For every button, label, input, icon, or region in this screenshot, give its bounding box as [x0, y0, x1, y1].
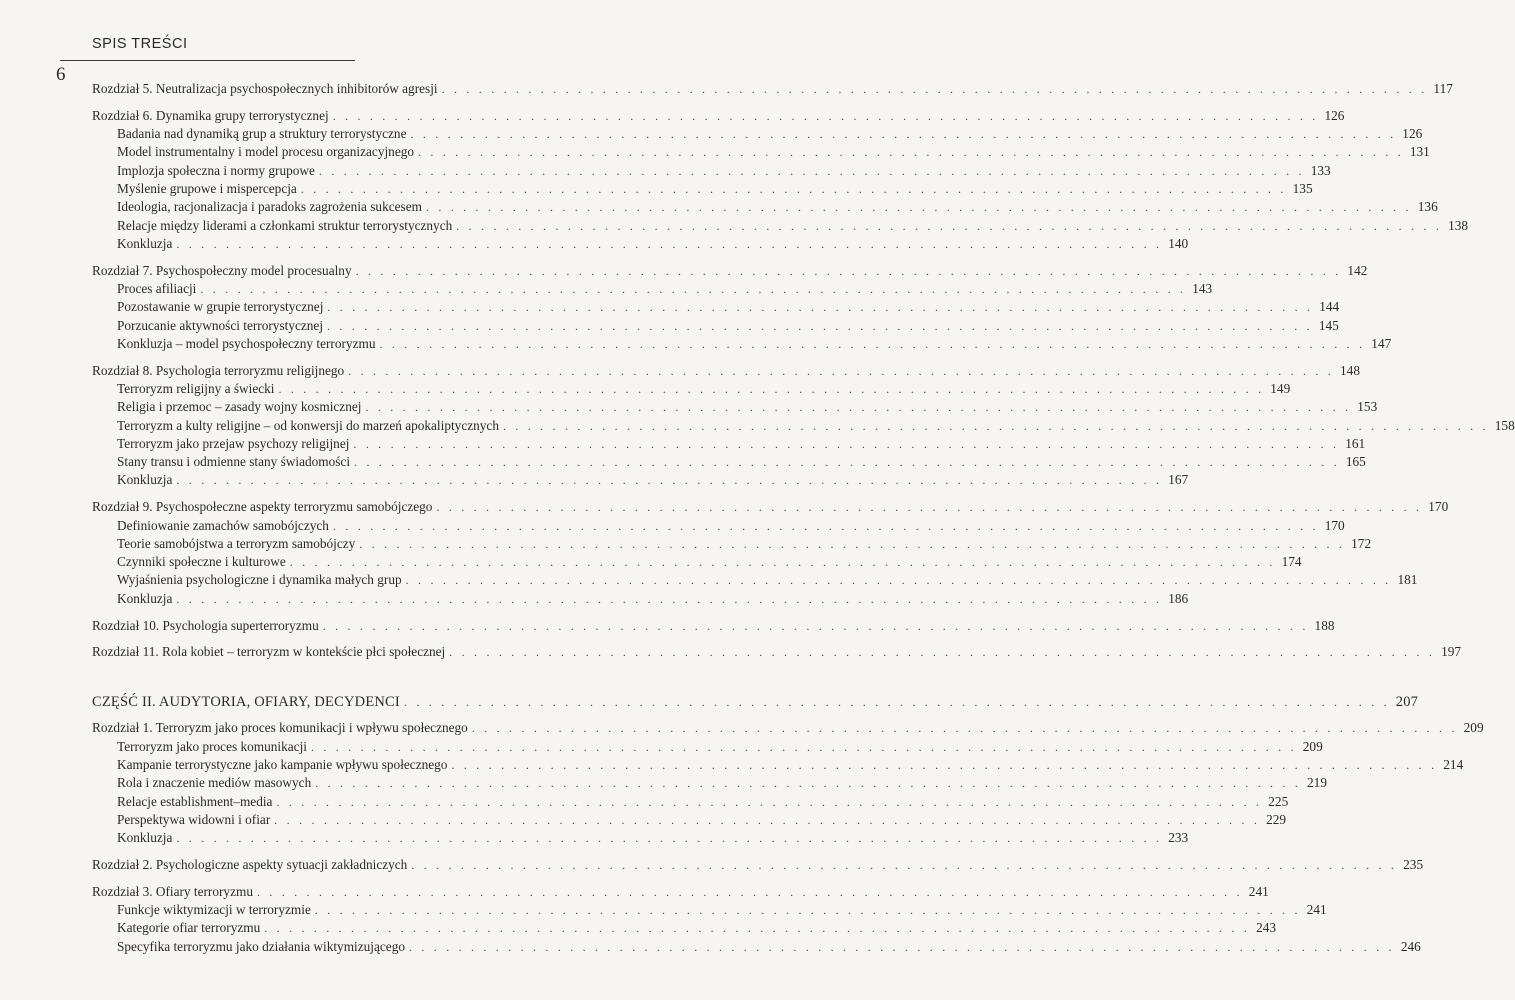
- toc-entry-page: 209: [1302, 738, 1323, 754]
- toc-entry-title: Wyjaśnienia psychologiczne i dynamika małych grup: [117, 572, 402, 588]
- toc-entry-page: 133: [1310, 162, 1331, 178]
- toc-entry-title: Specyfika terroryzmu jako działania wiktymizującego: [117, 938, 405, 954]
- toc-entry-title: Rozdział 7. Psychospołeczny model procesualny: [92, 262, 352, 278]
- toc-entry-title: Relacje establishment–media: [117, 793, 273, 809]
- toc-chapter-entry[interactable]: [92, 498, 1449, 516]
- toc-entry-title: Relacje między liderami a członkami struktur terrorystycznych: [117, 217, 453, 233]
- toc-entry-page: 229: [1266, 811, 1287, 827]
- toc-chapter-entry[interactable]: [92, 107, 1345, 125]
- dot-leader: . . . . . . . . . . . . . . . . . . . . . . . . . . . . . . . . . . . . . . . . . . . . . . . . . . . . . . . . . . . . . . . . . . . . . . . . . . . . . . . .: [327, 300, 1314, 315]
- dot-leader: . . . . . . . . . . . . . . . . . . . . . . . . . . . . . . . . . . . . . . . . . . . . . . . . . . . . . . . . . . . . . . . . . . . . . . . . . . . . . . . .: [200, 281, 1187, 296]
- dot-leader: . . . . . . . . . . . . . . . . . . . . . . . . . . . . . . . . . . . . . . . . . . . . . . . . . . . . . . . . . . . . . . . . . . . . . . . . . . . . . . . .: [353, 436, 1340, 451]
- toc-entry-title: Religia i przemoc – zasady wojny kosmicznej: [117, 399, 362, 415]
- dot-leader: . . . . . . . . . . . . . . . . . . . . . . . . . . . . . . . . . . . . . . . . . . . . . . . . . . . . . . . . . . . . . . . . . . . . . . . . . . . . . . . .: [436, 500, 1423, 515]
- toc-entry-page: 172: [1351, 535, 1372, 551]
- toc-entry-title: Terroryzm jako przejaw psychozy religijnej: [117, 435, 350, 451]
- dot-leader: . . . . . . . . . . . . . . . . . . . . . . . . . . . . . . . . . . . . . . . . . . . . . . . . . . . . . . . . . . . . . . . . . . . . . . . . . . . . . . . .: [403, 694, 1390, 709]
- dot-leader: . . . . . . . . . . . . . . . . . . . . . . . . . . . . . . . . . . . . . . . . . . . . . . . . . . . . . . . . . . . . . . . . . . . . . . . . . . . . . . . .: [315, 776, 1302, 791]
- dot-leader: . . . . . . . . . . . . . . . . . . . . . . . . . . . . . . . . . . . . . . . . . . . . . . . . . . . . . . . . . . . . . . . . . . . . . . . . . . . . . . . .: [327, 318, 1313, 333]
- toc-entry-title: Model instrumentalny i model procesu organizacyjnego: [117, 144, 415, 160]
- toc-section-entry[interactable]: [92, 198, 1438, 216]
- toc-entry-page: 207: [1395, 693, 1419, 710]
- dot-leader: . . . . . . . . . . . . . . . . . . . . . . . . . . . . . . . . . . . . . . . . . . . . . . . . . . . . . . . . . . . . . . . . . . . . . . . . . . . . . . . .: [300, 181, 1287, 196]
- dot-leader: . . . . . . . . . . . . . . . . . . . . . . . . . . . . . . . . . . . . . . . . . . . . . . . . . . . . . . . . . . . . . . . . . . . . . . . . . . . . . . . .: [256, 884, 1243, 899]
- running-header-title: SPIS TREŚCI: [92, 36, 188, 52]
- dot-leader: . . . . . . . . . . . . . . . . . . . . . . . . . . . . . . . . . . . . . . . . . . . . . . . . . . . . . . . . . . . . . . . . . . . . . . . . . . . . . . . .: [405, 573, 1392, 588]
- toc-section-entry[interactable]: [92, 738, 1323, 756]
- toc-entry-page: 144: [1319, 299, 1340, 315]
- toc-section-entry[interactable]: [92, 417, 1515, 435]
- toc-entry-page: 167: [1168, 472, 1189, 488]
- dot-leader: . . . . . . . . . . . . . . . . . . . . . . . . . . . . . . . . . . . . . . . . . . . . . . . . . . . . . . . . . . . . . . . . . . . . . . . . . . . . . . . .: [264, 921, 1251, 936]
- toc-entry-title: Terroryzm a kulty religijne – od konwersji do marzeń apokaliptycznych: [117, 417, 499, 433]
- toc-section-entry[interactable]: [92, 125, 1423, 143]
- toc-entry-title: Stany transu i odmienne stany świadomości: [117, 454, 351, 470]
- dot-leader: . . . . . . . . . . . . . . . . . . . . . . . . . . . . . . . . . . . . . . . . . . . . . . . . . . . . . . . . . . . . . . . . . . . . . . . . . . . . . . . .: [409, 939, 1395, 954]
- toc-entry-page: 117: [1433, 81, 1453, 96]
- toc-entry-page: 170: [1324, 517, 1345, 533]
- toc-chapter-entry[interactable]: [92, 643, 1462, 661]
- toc-entry-page: 147: [1371, 335, 1392, 351]
- dot-leader: . . . . . . . . . . . . . . . . . . . . . . . . . . . . . . . . . . . . . . . . . . . . . . . . . . . . . . . . . . . . . . . . . . . . . . . . . . . . . . . .: [354, 455, 1340, 470]
- chapter-gap: [92, 353, 631, 362]
- toc-entry-title: Rozdział 1. Terroryzm jako proces komunikacji i wpływu społecznego: [92, 720, 468, 736]
- dot-leader: . . . . . . . . . . . . . . . . . . . . . . . . . . . . . . . . . . . . . . . . . . . . . . . . . . . . . . . . . . . . . . . . . . . . . . . . . . . . . . . .: [318, 163, 1305, 178]
- toc-entry-title: Implozja społeczna i normy grupowe: [117, 162, 315, 178]
- part-gap: [92, 662, 631, 693]
- toc-entry-title: Terroryzm jako proces komunikacji: [117, 738, 307, 754]
- toc-entry-page: 165: [1345, 454, 1366, 470]
- toc-entry-title: Rozdział 9. Psychospołeczne aspekty terroryzmu samobójczego: [92, 499, 433, 515]
- dot-leader: . . . . . . . . . . . . . . . . . . . . . . . . . . . . . . . . . . . . . . . . . . . . . . . . . . . . . . . . . . . . . . . . . . . . . . . . . . . . . . . .: [332, 518, 1319, 533]
- toc-chapter-entry[interactable]: [92, 719, 1484, 737]
- toc-entry-page: 153: [1357, 399, 1378, 415]
- toc-section-entry[interactable]: [92, 535, 1372, 553]
- dot-leader: . . . . . . . . . . . . . . . . . . . . . . . . . . . . . . . . . . . . . . . . . . . . . . . . . . . . . . . . . . . . . . . . . . . . . . . . . . . . . . . .: [379, 336, 1366, 351]
- chapter-gap: [92, 253, 631, 262]
- dot-leader: . . . . . . . . . . . . . . . . . . . . . . . . . . . . . . . . . . . . . . . . . . . . . . . . . . . . . . . . . . . . . . . . . . . . . . . . . . . . . . . .: [176, 473, 1163, 488]
- toc-chapter-entry[interactable]: [92, 362, 1360, 380]
- toc-entry-title: Definiowanie zamachów samobójczych: [117, 517, 329, 533]
- dot-leader: . . . . . . . . . . . . . . . . . . . . . . . . . . . . . . . . . . . . . . . . . . . . . . . . . . . . . . . . . . . . . . . . . . . . . . . . . . . . . . . .: [310, 739, 1297, 754]
- toc-entry-page: 181: [1397, 572, 1418, 588]
- toc-entry-page: 241: [1306, 902, 1327, 918]
- toc-entry-title: Konkluzja – model psychospołeczny terroryzmu: [117, 335, 376, 351]
- toc-entry-page: 142: [1347, 262, 1368, 278]
- toc-entry-title: Konkluzja: [117, 235, 173, 251]
- toc-entry-page: 170: [1428, 499, 1449, 515]
- toc-section-entry[interactable]: [92, 162, 1331, 180]
- toc-entry-title: Rola i znaczenie mediów masowych: [117, 775, 312, 791]
- toc-section-entry[interactable]: [92, 217, 1469, 235]
- toc-entry-title: Pozostawanie w grupie terrorystycznej: [117, 299, 324, 315]
- dot-leader: . . . . . . . . . . . . . . . . . . . . . . . . . . . . . . . . . . . . . . . . . . . . . . . . . . . . . . . . . . . . . . . . . . . . . . . . . . . . . . . .: [456, 218, 1443, 233]
- toc-entry-title: Czynniki społeczne i kulturowe: [117, 554, 286, 570]
- toc-entry-title: Rozdział 10. Psychologia superterroryzmu: [92, 617, 319, 633]
- toc-section-entry[interactable]: [92, 280, 1213, 298]
- toc-section-entry[interactable]: [92, 235, 1189, 253]
- toc-entry-page: 131: [1409, 144, 1430, 160]
- toc-entry-title: Rozdział 3. Ofiary terroryzmu: [92, 883, 253, 899]
- toc-entry-title: Rozdział 5. Neutralizacja psychospołecznych inhibitorów agresji: [92, 81, 438, 96]
- toc-section-entry[interactable]: [92, 553, 1302, 571]
- dot-leader: . . . . . . . . . . . . . . . . . . . . . . . . . . . . . . . . . . . . . . . . . . . . . . . . . . . . . . . . . . . . . . . . . . . . . . . . . . . . . . . .: [348, 363, 1335, 378]
- toc-entry-title: Konkluzja: [117, 590, 173, 606]
- toc-entry-title: Konkluzja: [117, 830, 173, 846]
- dot-leader: . . . . . . . . . . . . . . . . . . . . . . . . . . . . . . . . . . . . . . . . . . . . . . . . . . . . . . . . . . . . . . . . . . . . . . . . . . . . . . . .: [274, 812, 1261, 827]
- toc-chapter-entry[interactable]: [92, 617, 1335, 635]
- toc-section-entry[interactable]: [92, 919, 1277, 937]
- dot-leader: . . . . . . . . . . . . . . . . . . . . . . . . . . . . . . . . . . . . . . . . . . . . . . . . . . . . . . . . . . . . . . . . . . . . . . . . . . . . . . . .: [276, 794, 1263, 809]
- toc-chapter-entry[interactable]: [92, 856, 1424, 874]
- page-number: 6: [56, 64, 66, 85]
- toc-entry-page: 136: [1417, 199, 1438, 215]
- toc-entry-title: Kampanie terrorystyczne jako kampanie wpływu społecznego: [117, 757, 448, 772]
- toc-entry-page: 186: [1168, 590, 1189, 606]
- toc-entry-page: 197: [1441, 644, 1462, 660]
- table-of-contents: [92, 80, 1515, 956]
- toc-entry-page: 174: [1281, 554, 1302, 570]
- toc-entry-title: Perspektywa widowni i ofiar: [117, 811, 271, 827]
- toc-section-entry[interactable]: [92, 793, 1289, 811]
- toc-entry-page: 135: [1292, 180, 1313, 196]
- toc-entry-page: 214: [1443, 757, 1464, 772]
- toc-section-entry[interactable]: [92, 811, 1287, 829]
- toc-section-entry[interactable]: [92, 398, 1378, 416]
- toc-entry-title: Kategorie ofiar terroryzmu: [117, 920, 261, 936]
- toc-section-entry[interactable]: [92, 590, 1189, 608]
- toc-entry-title: Funkcje wiktymizacji w terroryzmie: [117, 902, 311, 918]
- toc-section-entry[interactable]: [92, 829, 1189, 847]
- toc-entry-page: 158: [1494, 417, 1515, 433]
- toc-entry-page: 126: [1402, 126, 1423, 142]
- chapter-gap: [92, 635, 631, 644]
- toc-section-entry[interactable]: [92, 180, 1313, 198]
- dot-leader: . . . . . . . . . . . . . . . . . . . . . . . . . . . . . . . . . . . . . . . . . . . . . . . . . . . . . . . . . . . . . . . . . . . . . . . . . . . . . . . .: [176, 591, 1163, 606]
- chapter-gap: [92, 711, 631, 720]
- toc-entry-title: Rozdział 6. Dynamika grupy terrorystycznej: [92, 107, 329, 123]
- toc-section-entry[interactable]: [92, 143, 1430, 161]
- dot-leader: . . . . . . . . . . . . . . . . . . . . . . . . . . . . . . . . . . . . . . . . . . . . . . . . . . . . . . . . . . . . . . . . . . . . . . . . . . . . . . . .: [176, 831, 1163, 846]
- toc-entry-title: Konkluzja: [117, 472, 173, 488]
- toc-entry-page: 225: [1268, 793, 1289, 809]
- toc-section-entry[interactable]: [92, 335, 1392, 353]
- toc-section-entry[interactable]: [92, 380, 1291, 398]
- dot-leader: . . . . . . . . . . . . . . . . . . . . . . . . . . . . . . . . . . . . . . . . . . . . . . . . . . . . . . . . . . . . . . . . . . . . . . . . . . . . . . . .: [365, 400, 1352, 415]
- dot-leader: . . . . . . . . . . . . . . . . . . . . . . . . . . . . . . . . . . . . . . . . . . . . . . . . . . . . . . . . . . . . . . . . . . . . . . . . . . . . . . . .: [332, 108, 1319, 123]
- toc-section-entry[interactable]: [92, 571, 1418, 589]
- dot-leader: . . . . . . . . . . . . . . . . . . . . . . . . . . . . . . . . . . . . . . . . . . . . . . . . . . . . . . . . . . . . . . . . . . . . . . . . . . . . . . . .: [418, 145, 1404, 160]
- dot-leader: . . . . . . . . . . . . . . . . . . . . . . . . . . . . . . . . . . . . . . . . . . . . . . . . . . . . . . . . . . . . . . . . . . . . . . . . . . . . . . . .: [410, 127, 1397, 142]
- toc-section-entry[interactable]: [92, 517, 1345, 535]
- toc-entry-page: 246: [1400, 938, 1421, 954]
- toc-entry-page: 161: [1345, 435, 1366, 451]
- dot-leader: . . . . . . . . . . . . . . . . . . . . . . . . . . . . . . . . . . . . . . . . . . . . . . . . . . . . . . . . . . . . . . . . . . . . . . . . . . . . . . . .: [411, 857, 1398, 872]
- toc-entry-title: Terroryzm religijny a świecki: [117, 380, 275, 396]
- toc-section-entry[interactable]: [92, 317, 1339, 335]
- toc-entry-title: Rozdział 2. Psychologiczne aspekty sytuacji zakładniczych: [92, 856, 408, 872]
- toc-entry-page: 243: [1256, 920, 1277, 936]
- toc-chapter-entry[interactable]: [92, 262, 1368, 280]
- chapter-gap: [92, 98, 631, 107]
- toc-entry-page: 235: [1403, 856, 1424, 872]
- dot-leader: . . . . . . . . . . . . . . . . . . . . . . . . . . . . . . . . . . . . . . . . . . . . . . . . . . . . . . . . . . . . . . . . . . . . . . . . . . . . . . . .: [278, 381, 1265, 396]
- toc-section-entry[interactable]: [92, 298, 1340, 316]
- dot-leader: . . . . . . . . . . . . . . . . . . . . . . . . . . . . . . . . . . . . . . . . . . . . . . . . . . . . . . . . . . . . . . . . . . . . . . . . . . . . . . . .: [449, 645, 1436, 660]
- toc-entry-title: Rozdział 8. Psychologia terroryzmu religijnego: [92, 362, 345, 378]
- toc-section-entry[interactable]: [92, 774, 1327, 792]
- dot-leader: . . . . . . . . . . . . . . . . . . . . . . . . . . . . . . . . . . . . . . . . . . . . . . . . . . . . . . . . . . . . . . . . . . . . . . . . . . . . . . . .: [425, 200, 1412, 215]
- dot-leader: . . . . . . . . . . . . . . . . . . . . . . . . . . . . . . . . . . . . . . . . . . . . . . . . . . . . . . . . . . . . . . . . . . . . . . . . . . . . . . . .: [451, 758, 1438, 772]
- toc-entry-title: Proces afiliacji: [117, 280, 197, 296]
- toc-section-entry[interactable]: [92, 453, 1366, 471]
- toc-section-entry[interactable]: [92, 938, 1421, 956]
- dot-leader: . . . . . . . . . . . . . . . . . . . . . . . . . . . . . . . . . . . . . . . . . . . . . . . . . . . . . . . . . . . . . . . . . . . . . . . . . . . . . . . .: [322, 618, 1309, 633]
- chapter-gap: [92, 874, 631, 883]
- toc-entry-page: 233: [1168, 830, 1189, 846]
- toc-entry-page: 143: [1192, 280, 1213, 296]
- dot-leader: . . . . . . . . . . . . . . . . . . . . . . . . . . . . . . . . . . . . . . . . . . . . . . . . . . . . . . . . . . . . . . . . . . . . . . . . . . . . . . . .: [471, 721, 1458, 736]
- toc-section-entry[interactable]: [92, 435, 1366, 453]
- toc-entry-title: Teorie samobójstwa a terroryzm samobójczy: [117, 535, 356, 551]
- dot-leader: . . . . . . . . . . . . . . . . . . . . . . . . . . . . . . . . . . . . . . . . . . . . . . . . . . . . . . . . . . . . . . . . . . . . . . . . . . . . . . . .: [176, 236, 1163, 251]
- dot-leader: . . . . . . . . . . . . . . . . . . . . . . . . . . . . . . . . . . . . . . . . . . . . . . . . . . . . . . . . . . . . . . . . . . . . . . . . . . . . . . . .: [289, 555, 1276, 570]
- toc-chapter-entry[interactable]: [92, 883, 1269, 901]
- toc-entry-title: CZĘŚĆ II. AUDYTORIA, OFIARY, DECYDENCI: [92, 693, 400, 710]
- dot-leader: . . . . . . . . . . . . . . . . . . . . . . . . . . . . . . . . . . . . . . . . . . . . . . . . . . . . . . . . . . . . . . . . . . . . . . . . . . . . . . . .: [441, 82, 1428, 96]
- toc-entry-title: Rozdział 11. Rola kobiet – terroryzm w kontekście płci społecznej: [92, 644, 446, 660]
- chapter-gap: [92, 490, 631, 499]
- dot-leader: . . . . . . . . . . . . . . . . . . . . . . . . . . . . . . . . . . . . . . . . . . . . . . . . . . . . . . . . . . . . . . . . . . . . . . . . . . . . . . . .: [355, 263, 1342, 278]
- toc-entry-title: Ideologia, racjonalizacja i paradoks zagrożenia sukcesem: [117, 199, 422, 215]
- toc-entry-page: 219: [1307, 775, 1327, 791]
- header-rule: [60, 60, 355, 61]
- toc-entry-page: 140: [1168, 235, 1189, 251]
- toc-entry-page: 148: [1340, 362, 1360, 378]
- toc-entry-page: 149: [1270, 380, 1291, 396]
- toc-entry-title: Badania nad dynamiką grup a struktury terrorystyczne: [117, 126, 407, 142]
- dot-leader: . . . . . . . . . . . . . . . . . . . . . . . . . . . . . . . . . . . . . . . . . . . . . . . . . . . . . . . . . . . . . . . . . . . . . . . . . . . . . . . .: [314, 903, 1301, 918]
- toc-entry-page: 241: [1248, 883, 1269, 899]
- toc-section-entry[interactable]: [92, 901, 1327, 919]
- toc-entry-page: 126: [1324, 107, 1345, 123]
- toc-entry-page: 188: [1314, 617, 1335, 633]
- toc-entry-page: 209: [1463, 720, 1484, 736]
- dot-leader: . . . . . . . . . . . . . . . . . . . . . . . . . . . . . . . . . . . . . . . . . . . . . . . . . . . . . . . . . . . . . . . . . . . . . . . . . . . . . . . .: [502, 418, 1489, 433]
- toc-chapter-entry[interactable]: [92, 80, 1453, 98]
- chapter-gap: [92, 608, 631, 617]
- toc-entry-title: Porzucanie aktywności terrorystycznej: [117, 317, 324, 333]
- toc-entry-page: 145: [1318, 317, 1339, 333]
- toc-section-entry[interactable]: [92, 756, 1464, 774]
- dot-leader: . . . . . . . . . . . . . . . . . . . . . . . . . . . . . . . . . . . . . . . . . . . . . . . . . . . . . . . . . . . . . . . . . . . . . . . . . . . . . . . .: [359, 536, 1346, 551]
- toc-section-entry[interactable]: [92, 471, 1189, 489]
- toc-entry-title: Myślenie grupowe i mispercepcja: [117, 180, 297, 196]
- toc-entry-page: 138: [1448, 217, 1469, 233]
- chapter-gap: [92, 847, 631, 856]
- toc-part-entry[interactable]: [92, 693, 1419, 711]
